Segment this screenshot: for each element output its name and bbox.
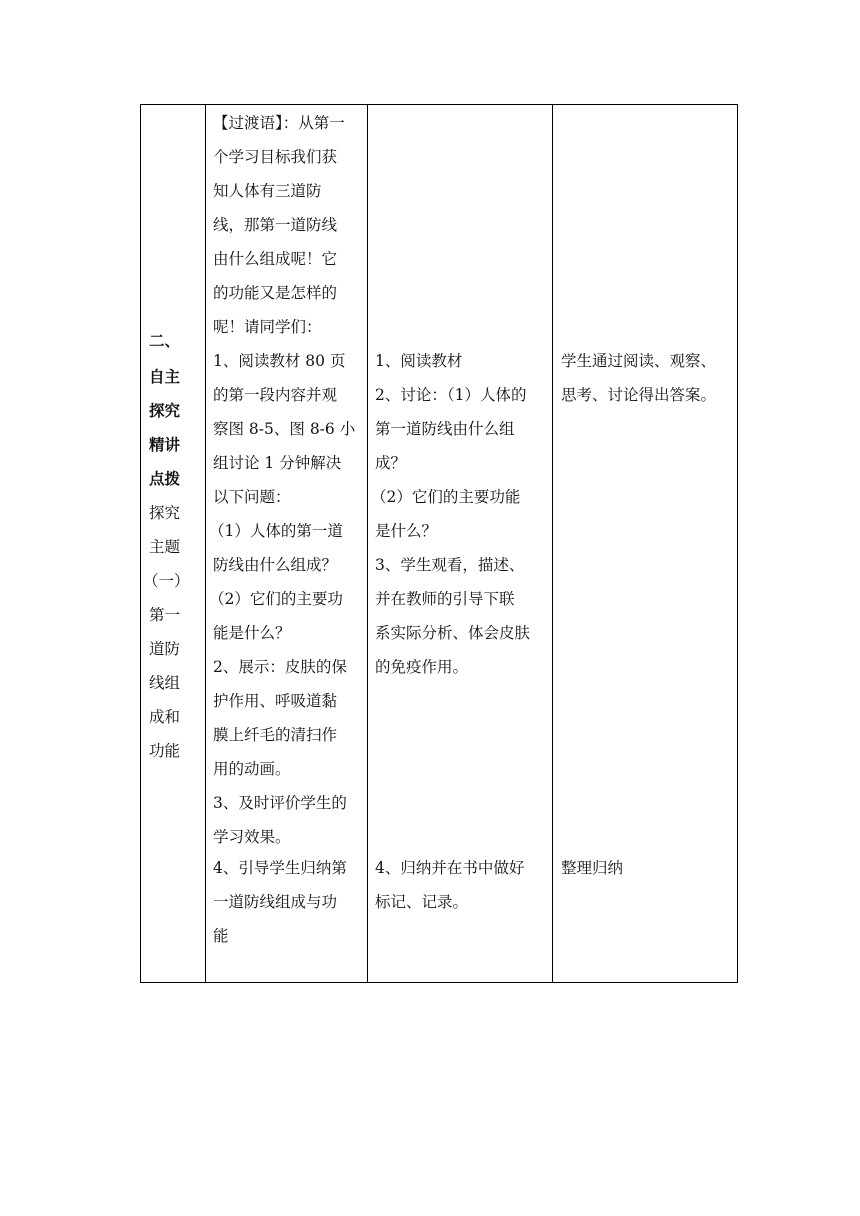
teacher-text-line: 以下问题：	[213, 488, 291, 506]
teacher-text-line: 能是什么？	[213, 624, 291, 642]
topic-line: 线组	[149, 674, 181, 692]
lesson-table	[140, 104, 738, 983]
intent-text-line: 思考、讨论得出答案。	[561, 386, 717, 404]
teacher-text-line: 察图 8-5、图 8-6 小	[213, 420, 356, 438]
section-title-line: 探究	[149, 401, 181, 420]
student-activity-cell	[368, 105, 552, 982]
teacher-text-line: 防线由什么组成？	[213, 556, 338, 574]
teacher-text-line: 由什么组成呢！它	[213, 250, 338, 268]
topic-line: 功能	[149, 742, 181, 760]
teacher-text-line: 个学习目标我们获	[213, 148, 338, 166]
topic-line: 道防	[149, 640, 181, 658]
teacher-text-line: 的第一段内容并观	[213, 386, 338, 404]
teacher-text-line: 的功能又是怎样的	[213, 284, 338, 302]
student-text-line: 3、学生观看，描述、	[375, 556, 525, 574]
section-number: 二、	[149, 331, 181, 350]
topic-line: 探究	[149, 504, 181, 522]
student-text-line: （2）它们的主要功能	[371, 488, 521, 506]
student-text-line: 系实际分析、体会皮肤	[375, 624, 531, 642]
topic-line: （一）	[143, 572, 190, 590]
section-title-line: 点拨	[149, 469, 181, 488]
teacher-text-line: 护作用、呼吸道黏	[213, 692, 338, 710]
student-text-line: 成？	[375, 454, 407, 472]
topic-line: 主题	[149, 538, 181, 556]
teacher-text-line: 3、及时评价学生的	[213, 794, 347, 812]
teacher-text-line: 线，那第一道防线	[213, 216, 338, 234]
teacher-text-line: 一道防线组成与功	[213, 893, 338, 911]
teacher-text-line: 膜上纤毛的清扫作	[213, 726, 338, 744]
teacher-text-line: 2、展示：皮肤的保	[213, 658, 347, 676]
teacher-text-line: 【过渡语】：从第一	[213, 114, 345, 132]
teacher-text-line: 能	[213, 927, 229, 945]
teacher-text-line: 知人体有三道防	[213, 182, 322, 200]
teacher-text-line: 1、阅读教材 80 页	[213, 352, 346, 370]
intent-text-line: 学生通过阅读、观察、	[561, 352, 717, 370]
student-text-line: 是什么？	[375, 522, 438, 540]
student-text-line: 标记、记录。	[375, 893, 469, 911]
design-intent-cell	[553, 105, 738, 982]
student-text-line: 4、归纳并在书中做好	[375, 859, 525, 877]
student-text-line: 第一道防线由什么组	[375, 420, 515, 438]
topic-line: 第一	[149, 606, 181, 624]
teacher-text-line: 学习效果。	[213, 828, 291, 846]
teacher-activity-cell	[206, 105, 367, 982]
teacher-text-line: （1）人体的第一道	[209, 522, 343, 540]
section-label-cell	[141, 105, 205, 982]
teacher-text-line: 组讨论 1 分钟解决	[213, 454, 342, 472]
section-title-line: 自主	[149, 367, 181, 386]
teacher-text-line: 4、引导学生归纳第	[213, 859, 347, 877]
student-text-line: 1、阅读教材	[375, 352, 463, 370]
teacher-text-line: （2）它们的主要功	[209, 590, 343, 608]
intent-text-line: 整理归纳	[561, 859, 624, 877]
student-text-line: 2、讨论：（1）人体的	[375, 386, 527, 404]
teacher-text-line: 呢！请同学们：	[213, 318, 322, 336]
student-text-line: 的免疫作用。	[375, 658, 469, 676]
student-text-line: 并在教师的引导下联	[375, 590, 515, 608]
section-title-line: 精讲	[149, 435, 181, 454]
topic-line: 成和	[149, 708, 181, 726]
teacher-text-line: 用的动画。	[213, 760, 291, 778]
